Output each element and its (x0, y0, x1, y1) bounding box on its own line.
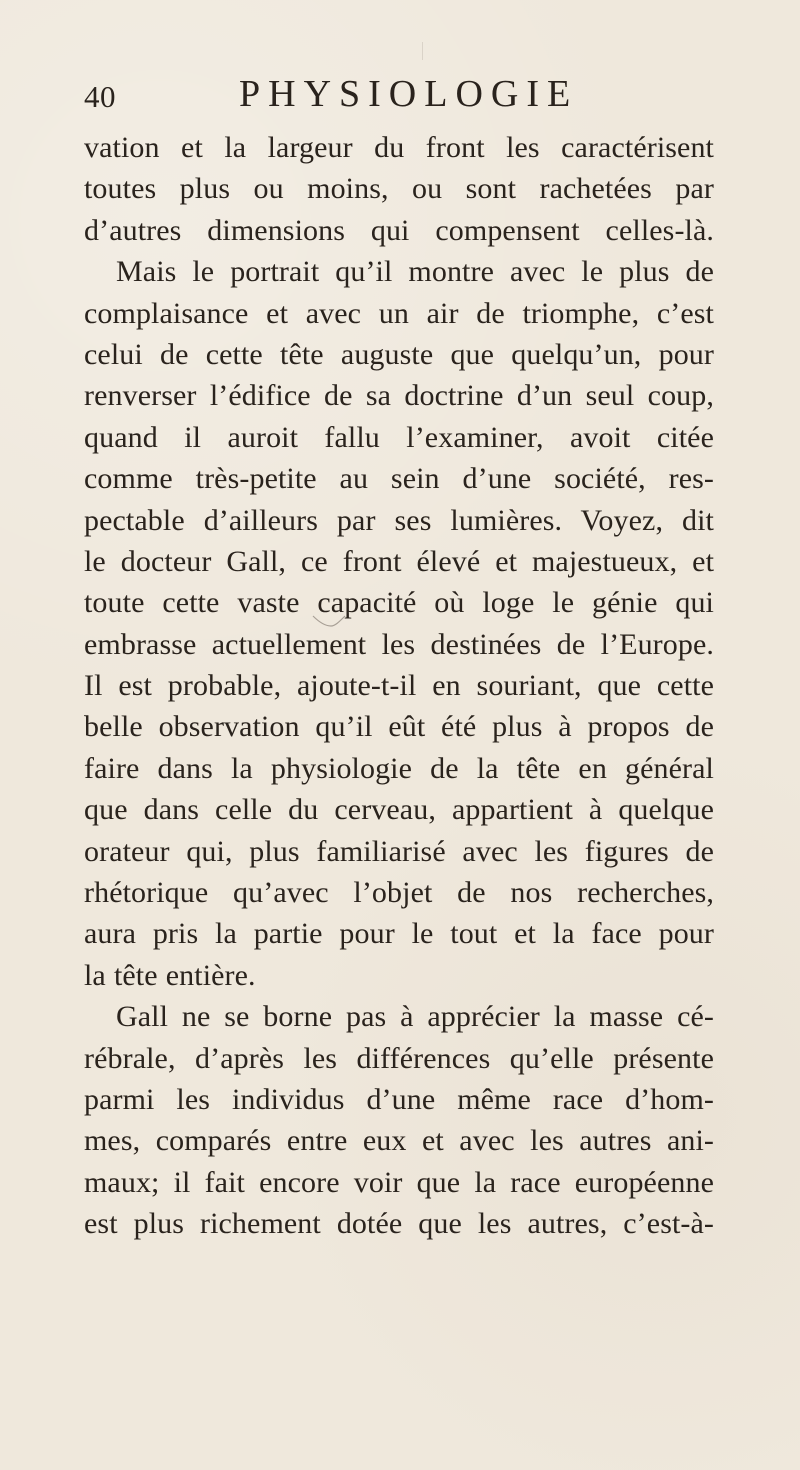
text-line: complaisance et avec un air de triomphe, c’est (84, 296, 714, 330)
text-line: parmi les individus d’une même race d’hom- (84, 1082, 714, 1116)
text-line: mes, comparés entre eux et avec les autres ani- (84, 1124, 714, 1158)
text-line: que dans celle du cerveau, appartient à quelque (84, 793, 714, 827)
text-line: la tête entière. (84, 958, 256, 992)
page-header (84, 72, 714, 116)
body-text (84, 127, 714, 1245)
paper-mark (422, 42, 423, 60)
page-number: 40 (84, 79, 116, 114)
text-line: d’autres dimensions qui compensent celles-là. (84, 213, 714, 247)
paragraph-start: Mais le portrait qu’il montre avec le plus de (116, 255, 714, 289)
text-line: pectable d’ailleurs par ses lumières. Voyez, dit (84, 503, 714, 537)
running-title: PHYSIOLOGIE (239, 73, 579, 115)
text-line: comme très-petite au sein d’une société, res- (84, 462, 714, 496)
text-line: celui de cette tête auguste que quelqu’un, pour (84, 337, 714, 371)
ink-squiggle (311, 612, 347, 630)
text-line: orateur qui, plus familiarisé avec les figures de (84, 834, 714, 868)
text-line: maux; il fait encore voir que la race européenne (84, 1165, 714, 1199)
text-line: vation et la largeur du front les caractérisent (84, 131, 714, 164)
text-line: Il est probable, ajoute-t-il en souriant, que cette (84, 669, 714, 703)
text-line: est plus richement dotée que les autres, c’est-à- (84, 1207, 714, 1241)
text-line: rhétorique qu’avec l’objet de nos recherches, (84, 876, 714, 910)
text-line: toute cette vaste capacité où loge le génie qui (84, 586, 714, 620)
text-line: embrasse actuellement les destinées de l’Europe. (84, 627, 714, 661)
text-line: quand il auroit fallu l’examiner, avoit citée (84, 420, 714, 454)
text-line: belle observation qu’il eût été plus à propos de (84, 710, 714, 744)
text-line: faire dans la physiologie de la tête en général (84, 751, 714, 785)
text-line: rébrale, d’après les différences qu’elle présente (84, 1041, 714, 1075)
text-line: renverser l’édifice de sa doctrine d’un seul coup, (84, 379, 714, 413)
text-line: le docteur Gall, ce front élevé et majestueux, et (84, 544, 714, 578)
paragraph-start: Gall ne se borne pas à apprécier la masse cé- (116, 1000, 714, 1034)
text-line: toutes plus ou moins, ou sont rachetées par (84, 172, 714, 206)
text-line: aura pris la partie pour le tout et la face pour (84, 917, 714, 951)
